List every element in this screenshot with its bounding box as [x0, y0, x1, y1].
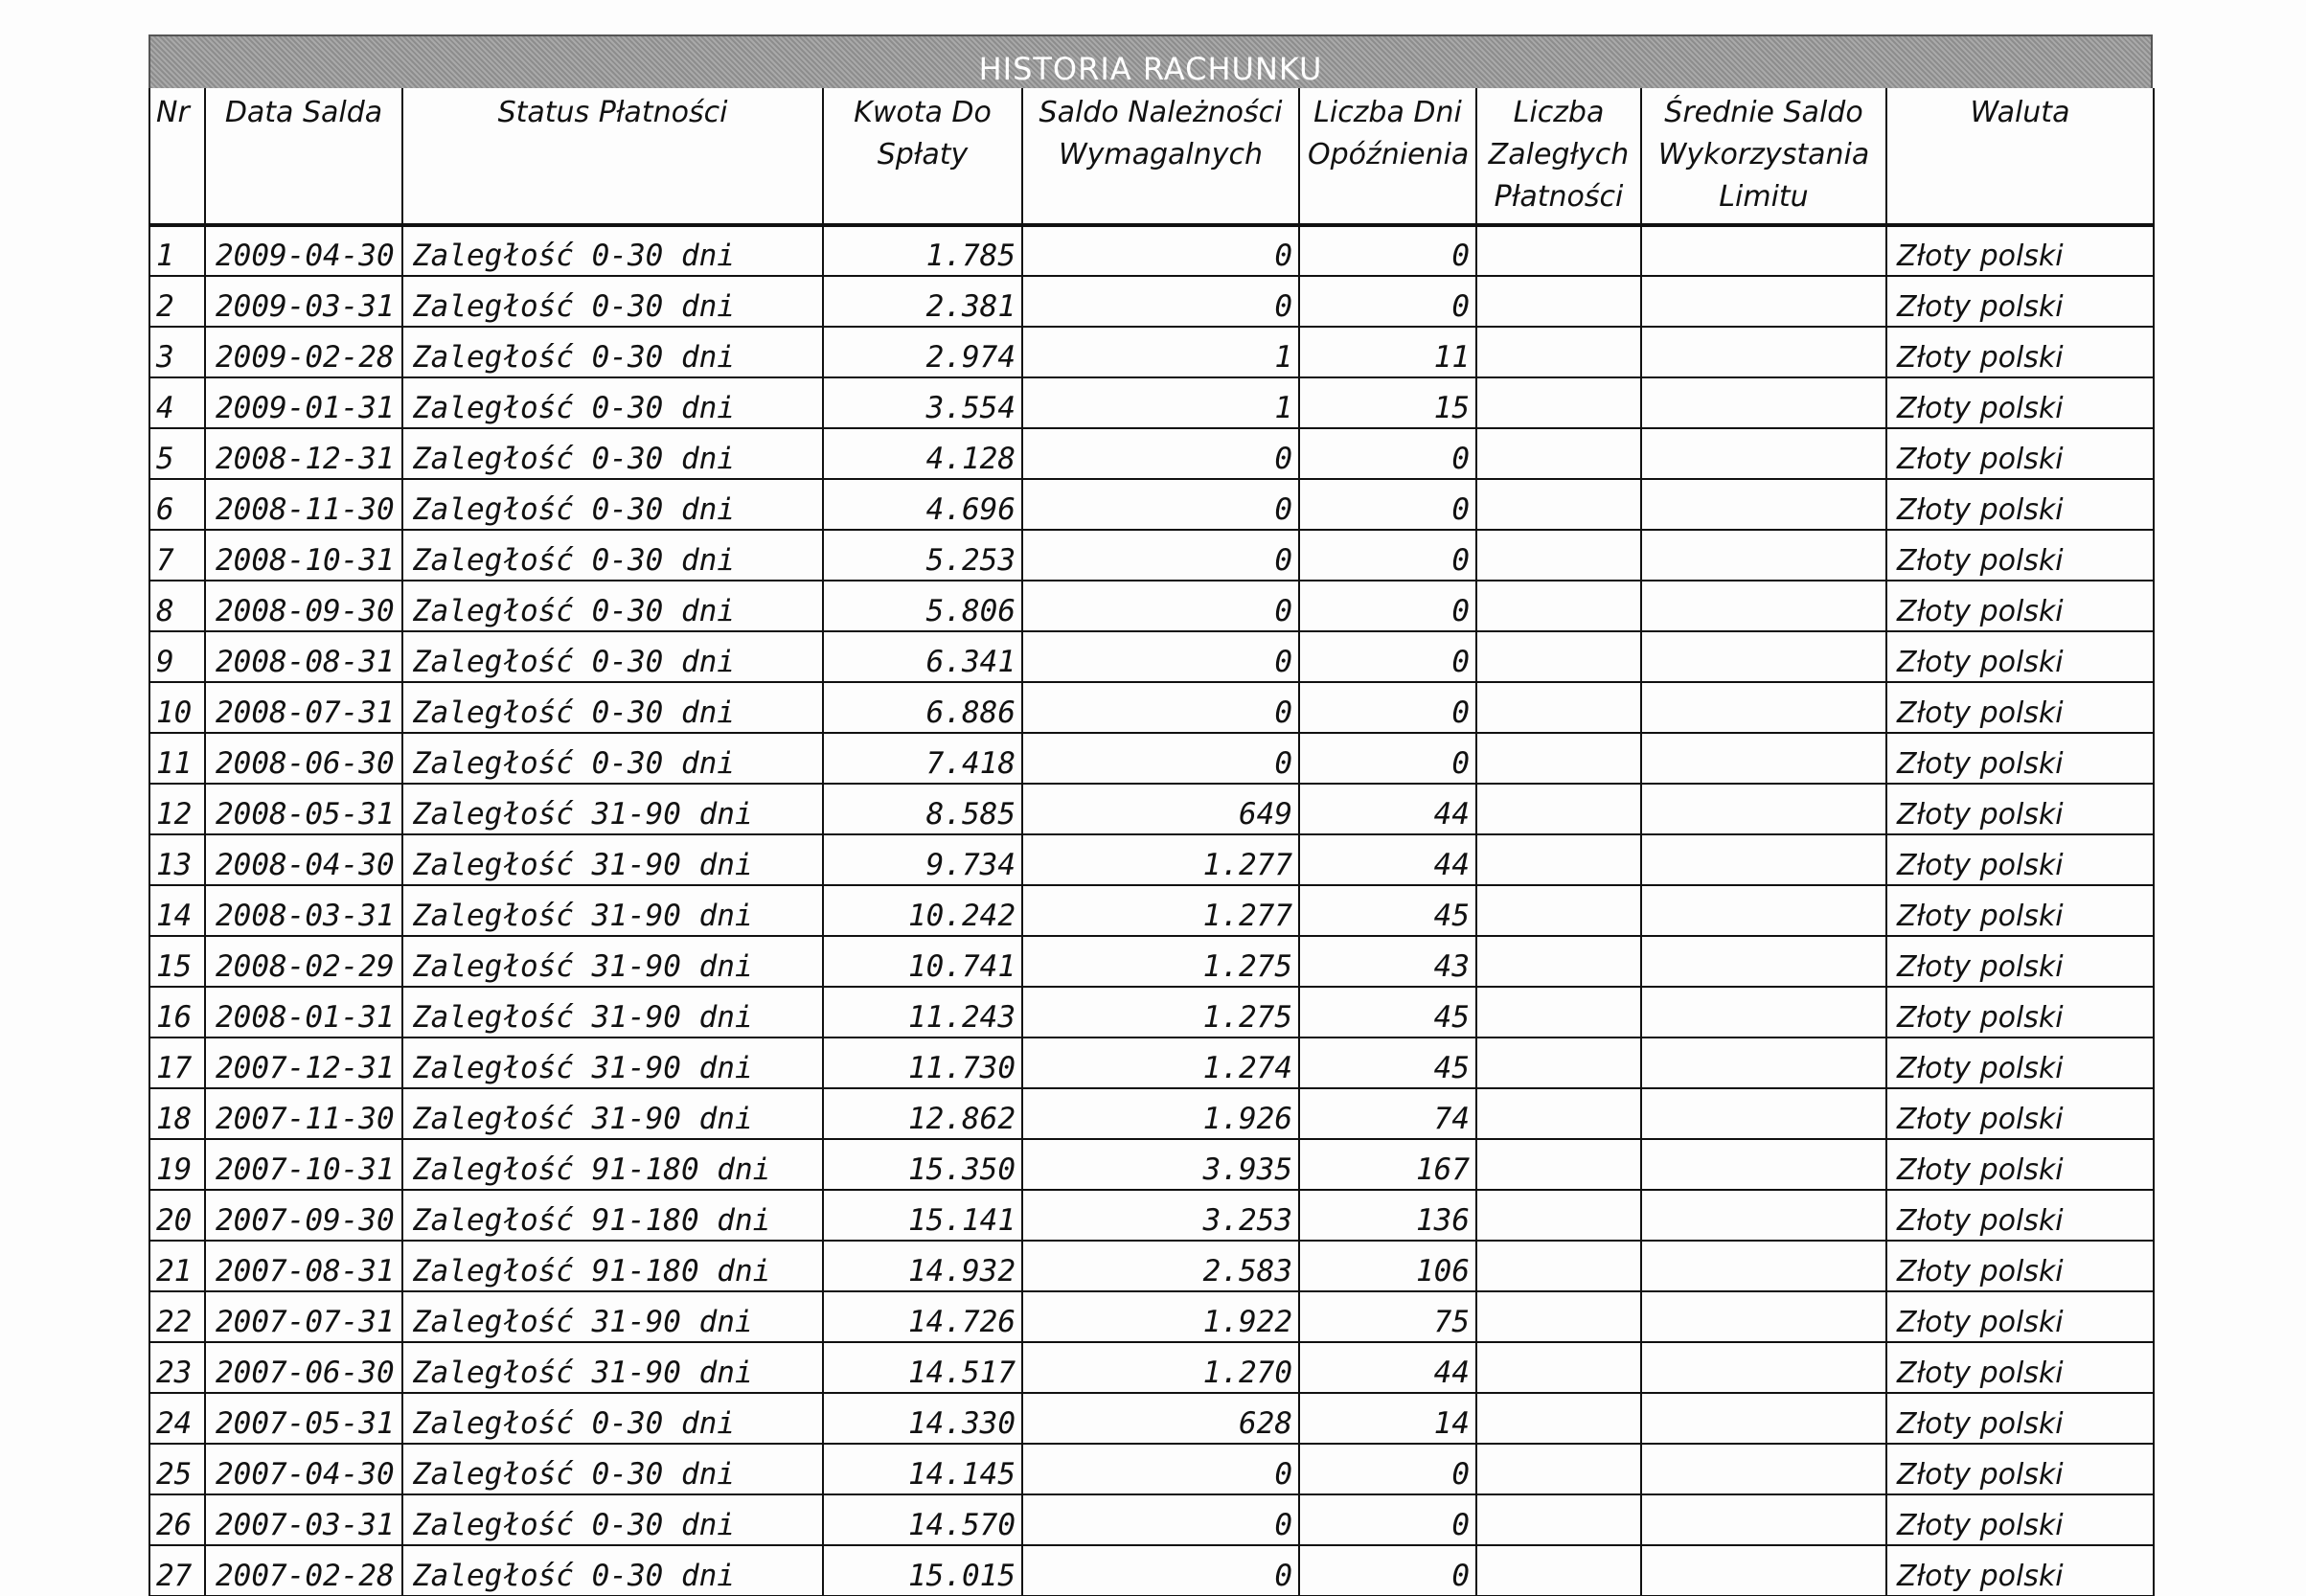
- cell-amount: 12.862: [823, 1088, 1022, 1139]
- cell-delay-days: 0: [1299, 530, 1476, 581]
- cell-delay-days: 106: [1299, 1241, 1476, 1291]
- cell-due-balance: 0: [1022, 479, 1299, 530]
- cell-due-balance: 0: [1022, 225, 1299, 276]
- table-row: [149, 1342, 2154, 1393]
- cell-nr: 4: [149, 377, 205, 428]
- cell-delay-days: 45: [1299, 987, 1476, 1037]
- cell-nr: 23: [149, 1342, 205, 1393]
- cell-delay-days: 0: [1299, 581, 1476, 631]
- cell-nr: 12: [149, 784, 205, 834]
- cell-amount: 10.242: [823, 885, 1022, 936]
- cell-nr: 26: [149, 1494, 205, 1545]
- cell-delay-days: 11: [1299, 327, 1476, 377]
- cell-status: Zaległość 0-30 dni: [402, 377, 823, 428]
- cell-amount: 5.253: [823, 530, 1022, 581]
- cell-date: 2008-07-31: [205, 682, 402, 733]
- cell-currency: Złoty polski: [1886, 936, 2154, 987]
- cell-date: 2007-10-31: [205, 1139, 402, 1190]
- table-row: [149, 834, 2154, 885]
- cell-overdue-payments: [1476, 1241, 1641, 1291]
- cell-avg-limit: [1641, 1494, 1886, 1545]
- cell-delay-days: 0: [1299, 479, 1476, 530]
- cell-date: 2007-03-31: [205, 1494, 402, 1545]
- table-row: [149, 479, 2154, 530]
- cell-delay-days: 0: [1299, 682, 1476, 733]
- cell-avg-limit: [1641, 1139, 1886, 1190]
- cell-status: Zaległość 0-30 dni: [402, 327, 823, 377]
- col-header-currency: Waluta: [1886, 88, 2154, 225]
- cell-currency: Złoty polski: [1886, 1291, 2154, 1342]
- cell-status: Zaległość 31-90 dni: [402, 885, 823, 936]
- cell-nr: 19: [149, 1139, 205, 1190]
- cell-status: Zaległość 0-30 dni: [402, 530, 823, 581]
- table-row: [149, 1241, 2154, 1291]
- cell-currency: Złoty polski: [1886, 885, 2154, 936]
- cell-avg-limit: [1641, 1037, 1886, 1088]
- table-header-row: [149, 88, 2154, 225]
- cell-amount: 14.570: [823, 1494, 1022, 1545]
- cell-avg-limit: [1641, 1393, 1886, 1444]
- table-row: [149, 1139, 2154, 1190]
- cell-delay-days: 44: [1299, 834, 1476, 885]
- cell-overdue-payments: [1476, 1494, 1641, 1545]
- cell-date: 2007-11-30: [205, 1088, 402, 1139]
- cell-status: Zaległość 0-30 dni: [402, 581, 823, 631]
- cell-status: Zaległość 31-90 dni: [402, 834, 823, 885]
- cell-date: 2008-05-31: [205, 784, 402, 834]
- cell-status: Zaległość 91-180 dni: [402, 1190, 823, 1241]
- cell-delay-days: 15: [1299, 377, 1476, 428]
- cell-due-balance: 1.275: [1022, 936, 1299, 987]
- cell-avg-limit: [1641, 682, 1886, 733]
- cell-avg-limit: [1641, 1088, 1886, 1139]
- cell-avg-limit: [1641, 377, 1886, 428]
- col-header-delay-days: Liczba Dni Opóźnienia: [1299, 88, 1476, 225]
- cell-avg-limit: [1641, 276, 1886, 327]
- cell-amount: 15.015: [823, 1545, 1022, 1596]
- cell-delay-days: 74: [1299, 1088, 1476, 1139]
- cell-due-balance: 649: [1022, 784, 1299, 834]
- table-row: [149, 1393, 2154, 1444]
- cell-avg-limit: [1641, 885, 1886, 936]
- cell-overdue-payments: [1476, 784, 1641, 834]
- table-row: [149, 631, 2154, 682]
- cell-status: Zaległość 31-90 dni: [402, 987, 823, 1037]
- cell-status: Zaległość 91-180 dni: [402, 1139, 823, 1190]
- cell-amount: 3.554: [823, 377, 1022, 428]
- table-row: [149, 1037, 2154, 1088]
- cell-nr: 15: [149, 936, 205, 987]
- cell-amount: 10.741: [823, 936, 1022, 987]
- cell-due-balance: 0: [1022, 530, 1299, 581]
- cell-overdue-payments: [1476, 682, 1641, 733]
- cell-date: 2008-12-31: [205, 428, 402, 479]
- cell-due-balance: 1.277: [1022, 885, 1299, 936]
- col-header-date: Data Salda: [205, 88, 402, 225]
- cell-overdue-payments: [1476, 733, 1641, 784]
- cell-delay-days: 0: [1299, 733, 1476, 784]
- cell-avg-limit: [1641, 1291, 1886, 1342]
- cell-overdue-payments: [1476, 581, 1641, 631]
- cell-due-balance: 0: [1022, 682, 1299, 733]
- cell-date: 2008-10-31: [205, 530, 402, 581]
- cell-delay-days: 0: [1299, 276, 1476, 327]
- cell-due-balance: 1: [1022, 377, 1299, 428]
- cell-currency: Złoty polski: [1886, 428, 2154, 479]
- cell-delay-days: 0: [1299, 428, 1476, 479]
- cell-nr: 5: [149, 428, 205, 479]
- cell-nr: 27: [149, 1545, 205, 1596]
- cell-delay-days: 14: [1299, 1393, 1476, 1444]
- cell-date: 2007-05-31: [205, 1393, 402, 1444]
- cell-overdue-payments: [1476, 225, 1641, 276]
- cell-amount: 14.145: [823, 1444, 1022, 1494]
- cell-currency: Złoty polski: [1886, 1393, 2154, 1444]
- cell-avg-limit: [1641, 631, 1886, 682]
- table-row: [149, 1291, 2154, 1342]
- cell-nr: 1: [149, 225, 205, 276]
- cell-avg-limit: [1641, 733, 1886, 784]
- cell-nr: 13: [149, 834, 205, 885]
- cell-amount: 8.585: [823, 784, 1022, 834]
- cell-date: 2007-09-30: [205, 1190, 402, 1241]
- cell-currency: Złoty polski: [1886, 479, 2154, 530]
- cell-date: 2008-03-31: [205, 885, 402, 936]
- cell-overdue-payments: [1476, 1291, 1641, 1342]
- col-header-due-balance: Saldo Należności Wymagalnych: [1022, 88, 1299, 225]
- cell-date: 2008-09-30: [205, 581, 402, 631]
- cell-nr: 2: [149, 276, 205, 327]
- cell-delay-days: 45: [1299, 885, 1476, 936]
- cell-date: 2007-07-31: [205, 1291, 402, 1342]
- table-row: [149, 885, 2154, 936]
- cell-delay-days: 136: [1299, 1190, 1476, 1241]
- cell-status: Zaległość 0-30 dni: [402, 733, 823, 784]
- cell-overdue-payments: [1476, 631, 1641, 682]
- cell-currency: Złoty polski: [1886, 581, 2154, 631]
- cell-amount: 14.932: [823, 1241, 1022, 1291]
- cell-amount: 9.734: [823, 834, 1022, 885]
- cell-amount: 5.806: [823, 581, 1022, 631]
- cell-status: Zaległość 0-30 dni: [402, 1494, 823, 1545]
- cell-due-balance: 0: [1022, 276, 1299, 327]
- cell-due-balance: 1: [1022, 327, 1299, 377]
- cell-overdue-payments: [1476, 276, 1641, 327]
- cell-status: Zaległość 0-30 dni: [402, 631, 823, 682]
- col-header-amount: Kwota Do Spłaty: [823, 88, 1022, 225]
- cell-currency: Złoty polski: [1886, 1088, 2154, 1139]
- cell-delay-days: 0: [1299, 1444, 1476, 1494]
- cell-due-balance: 0: [1022, 1494, 1299, 1545]
- cell-delay-days: 44: [1299, 1342, 1476, 1393]
- cell-avg-limit: [1641, 1241, 1886, 1291]
- cell-delay-days: 44: [1299, 784, 1476, 834]
- table-row: [149, 428, 2154, 479]
- cell-overdue-payments: [1476, 1342, 1641, 1393]
- table-row: [149, 987, 2154, 1037]
- account-history-table: [148, 88, 2155, 1596]
- cell-date: 2007-12-31: [205, 1037, 402, 1088]
- cell-date: 2007-06-30: [205, 1342, 402, 1393]
- cell-currency: Złoty polski: [1886, 1342, 2154, 1393]
- cell-currency: Złoty polski: [1886, 682, 2154, 733]
- cell-currency: Złoty polski: [1886, 1545, 2154, 1596]
- cell-amount: 15.350: [823, 1139, 1022, 1190]
- cell-currency: Złoty polski: [1886, 784, 2154, 834]
- cell-delay-days: 0: [1299, 1494, 1476, 1545]
- cell-nr: 17: [149, 1037, 205, 1088]
- cell-amount: 4.696: [823, 479, 1022, 530]
- cell-avg-limit: [1641, 784, 1886, 834]
- cell-currency: Złoty polski: [1886, 987, 2154, 1037]
- cell-currency: Złoty polski: [1886, 1241, 2154, 1291]
- table-row: [149, 225, 2154, 276]
- cell-due-balance: 3.253: [1022, 1190, 1299, 1241]
- col-header-overdue-payments: Liczba Zaległych Płatności: [1476, 88, 1641, 225]
- page-title: HISTORIA RACHUNKU: [148, 34, 2153, 88]
- cell-status: Zaległość 0-30 dni: [402, 1545, 823, 1596]
- cell-avg-limit: [1641, 479, 1886, 530]
- cell-status: Zaległość 0-30 dni: [402, 479, 823, 530]
- cell-nr: 18: [149, 1088, 205, 1139]
- cell-due-balance: 1.270: [1022, 1342, 1299, 1393]
- col-header-status: Status Płatności: [402, 88, 823, 225]
- cell-currency: Złoty polski: [1886, 1444, 2154, 1494]
- cell-date: 2009-04-30: [205, 225, 402, 276]
- cell-status: Zaległość 0-30 dni: [402, 1444, 823, 1494]
- cell-currency: Złoty polski: [1886, 276, 2154, 327]
- cell-overdue-payments: [1476, 1088, 1641, 1139]
- table-row: [149, 936, 2154, 987]
- cell-overdue-payments: [1476, 834, 1641, 885]
- cell-nr: 22: [149, 1291, 205, 1342]
- table-row: [149, 1444, 2154, 1494]
- cell-currency: Złoty polski: [1886, 834, 2154, 885]
- cell-delay-days: 45: [1299, 1037, 1476, 1088]
- cell-status: Zaległość 31-90 dni: [402, 784, 823, 834]
- cell-status: Zaległość 31-90 dni: [402, 1088, 823, 1139]
- cell-overdue-payments: [1476, 987, 1641, 1037]
- cell-date: 2008-04-30: [205, 834, 402, 885]
- cell-due-balance: 2.583: [1022, 1241, 1299, 1291]
- cell-nr: 25: [149, 1444, 205, 1494]
- cell-overdue-payments: [1476, 1037, 1641, 1088]
- cell-overdue-payments: [1476, 1393, 1641, 1444]
- cell-currency: Złoty polski: [1886, 377, 2154, 428]
- cell-amount: 2.381: [823, 276, 1022, 327]
- cell-status: Zaległość 31-90 dni: [402, 1291, 823, 1342]
- cell-due-balance: 0: [1022, 733, 1299, 784]
- cell-avg-limit: [1641, 834, 1886, 885]
- col-header-nr: Nr: [149, 88, 205, 225]
- cell-avg-limit: [1641, 428, 1886, 479]
- cell-status: Zaległość 31-90 dni: [402, 1342, 823, 1393]
- cell-overdue-payments: [1476, 530, 1641, 581]
- cell-nr: 10: [149, 682, 205, 733]
- cell-overdue-payments: [1476, 327, 1641, 377]
- cell-avg-limit: [1641, 1342, 1886, 1393]
- cell-date: 2008-01-31: [205, 987, 402, 1037]
- cell-currency: Złoty polski: [1886, 1494, 2154, 1545]
- cell-nr: 14: [149, 885, 205, 936]
- table-body: [149, 225, 2154, 1596]
- cell-nr: 6: [149, 479, 205, 530]
- cell-date: 2008-08-31: [205, 631, 402, 682]
- cell-date: 2008-06-30: [205, 733, 402, 784]
- cell-currency: Złoty polski: [1886, 733, 2154, 784]
- cell-amount: 6.341: [823, 631, 1022, 682]
- cell-date: 2009-03-31: [205, 276, 402, 327]
- cell-avg-limit: [1641, 327, 1886, 377]
- cell-amount: 7.418: [823, 733, 1022, 784]
- cell-status: Zaległość 0-30 dni: [402, 682, 823, 733]
- cell-status: Zaległość 91-180 dni: [402, 1241, 823, 1291]
- cell-overdue-payments: [1476, 479, 1641, 530]
- cell-status: Zaległość 0-30 dni: [402, 428, 823, 479]
- cell-date: 2007-08-31: [205, 1241, 402, 1291]
- cell-amount: 11.243: [823, 987, 1022, 1037]
- cell-due-balance: 3.935: [1022, 1139, 1299, 1190]
- cell-status: Zaległość 31-90 dni: [402, 1037, 823, 1088]
- cell-nr: 11: [149, 733, 205, 784]
- cell-due-balance: 0: [1022, 1545, 1299, 1596]
- cell-due-balance: 1.275: [1022, 987, 1299, 1037]
- cell-amount: 15.141: [823, 1190, 1022, 1241]
- cell-currency: Złoty polski: [1886, 1037, 2154, 1088]
- cell-date: 2007-04-30: [205, 1444, 402, 1494]
- table-row: [149, 1545, 2154, 1596]
- cell-avg-limit: [1641, 530, 1886, 581]
- cell-nr: 16: [149, 987, 205, 1037]
- cell-due-balance: 1.926: [1022, 1088, 1299, 1139]
- table-row: [149, 1088, 2154, 1139]
- cell-currency: Złoty polski: [1886, 1139, 2154, 1190]
- cell-status: Zaległość 31-90 dni: [402, 936, 823, 987]
- cell-currency: Złoty polski: [1886, 225, 2154, 276]
- cell-date: 2009-01-31: [205, 377, 402, 428]
- cell-due-balance: 1.922: [1022, 1291, 1299, 1342]
- cell-overdue-payments: [1476, 936, 1641, 987]
- cell-due-balance: 0: [1022, 1444, 1299, 1494]
- cell-due-balance: 0: [1022, 581, 1299, 631]
- table-row: [149, 530, 2154, 581]
- table-row: [149, 377, 2154, 428]
- cell-overdue-payments: [1476, 377, 1641, 428]
- table-row: [149, 1494, 2154, 1545]
- cell-avg-limit: [1641, 1190, 1886, 1241]
- cell-amount: 14.517: [823, 1342, 1022, 1393]
- table-row: [149, 581, 2154, 631]
- cell-delay-days: 0: [1299, 631, 1476, 682]
- table-row: [149, 327, 2154, 377]
- cell-delay-days: 75: [1299, 1291, 1476, 1342]
- cell-avg-limit: [1641, 1545, 1886, 1596]
- cell-amount: 11.730: [823, 1037, 1022, 1088]
- cell-date: 2009-02-28: [205, 327, 402, 377]
- cell-status: Zaległość 0-30 dni: [402, 276, 823, 327]
- cell-amount: 4.128: [823, 428, 1022, 479]
- cell-avg-limit: [1641, 936, 1886, 987]
- cell-nr: 9: [149, 631, 205, 682]
- cell-due-balance: 1.274: [1022, 1037, 1299, 1088]
- cell-delay-days: 43: [1299, 936, 1476, 987]
- col-header-avg-limit: Średnie Saldo Wykorzystania Limitu: [1641, 88, 1886, 225]
- cell-due-balance: 628: [1022, 1393, 1299, 1444]
- table-row: [149, 276, 2154, 327]
- cell-nr: 21: [149, 1241, 205, 1291]
- cell-nr: 20: [149, 1190, 205, 1241]
- cell-amount: 2.974: [823, 327, 1022, 377]
- cell-amount: 6.886: [823, 682, 1022, 733]
- cell-delay-days: 0: [1299, 225, 1476, 276]
- account-history-document: [148, 34, 2153, 1596]
- cell-avg-limit: [1641, 987, 1886, 1037]
- cell-due-balance: 1.277: [1022, 834, 1299, 885]
- cell-due-balance: 0: [1022, 631, 1299, 682]
- cell-delay-days: 0: [1299, 1545, 1476, 1596]
- cell-status: Zaległość 0-30 dni: [402, 1393, 823, 1444]
- cell-amount: 14.330: [823, 1393, 1022, 1444]
- cell-avg-limit: [1641, 581, 1886, 631]
- table-row: [149, 1190, 2154, 1241]
- cell-overdue-payments: [1476, 428, 1641, 479]
- table-row: [149, 682, 2154, 733]
- cell-nr: 7: [149, 530, 205, 581]
- cell-status: Zaległość 0-30 dni: [402, 225, 823, 276]
- cell-currency: Złoty polski: [1886, 327, 2154, 377]
- cell-date: 2008-02-29: [205, 936, 402, 987]
- cell-currency: Złoty polski: [1886, 1190, 2154, 1241]
- cell-overdue-payments: [1476, 1545, 1641, 1596]
- cell-overdue-payments: [1476, 885, 1641, 936]
- cell-due-balance: 0: [1022, 428, 1299, 479]
- cell-date: 2007-02-28: [205, 1545, 402, 1596]
- cell-avg-limit: [1641, 225, 1886, 276]
- cell-nr: 8: [149, 581, 205, 631]
- cell-nr: 24: [149, 1393, 205, 1444]
- cell-amount: 1.785: [823, 225, 1022, 276]
- cell-nr: 3: [149, 327, 205, 377]
- table-row: [149, 733, 2154, 784]
- cell-avg-limit: [1641, 1444, 1886, 1494]
- cell-date: 2008-11-30: [205, 479, 402, 530]
- cell-delay-days: 167: [1299, 1139, 1476, 1190]
- cell-amount: 14.726: [823, 1291, 1022, 1342]
- cell-overdue-payments: [1476, 1444, 1641, 1494]
- cell-currency: Złoty polski: [1886, 631, 2154, 682]
- cell-overdue-payments: [1476, 1139, 1641, 1190]
- cell-overdue-payments: [1476, 1190, 1641, 1241]
- cell-currency: Złoty polski: [1886, 530, 2154, 581]
- table-row: [149, 784, 2154, 834]
